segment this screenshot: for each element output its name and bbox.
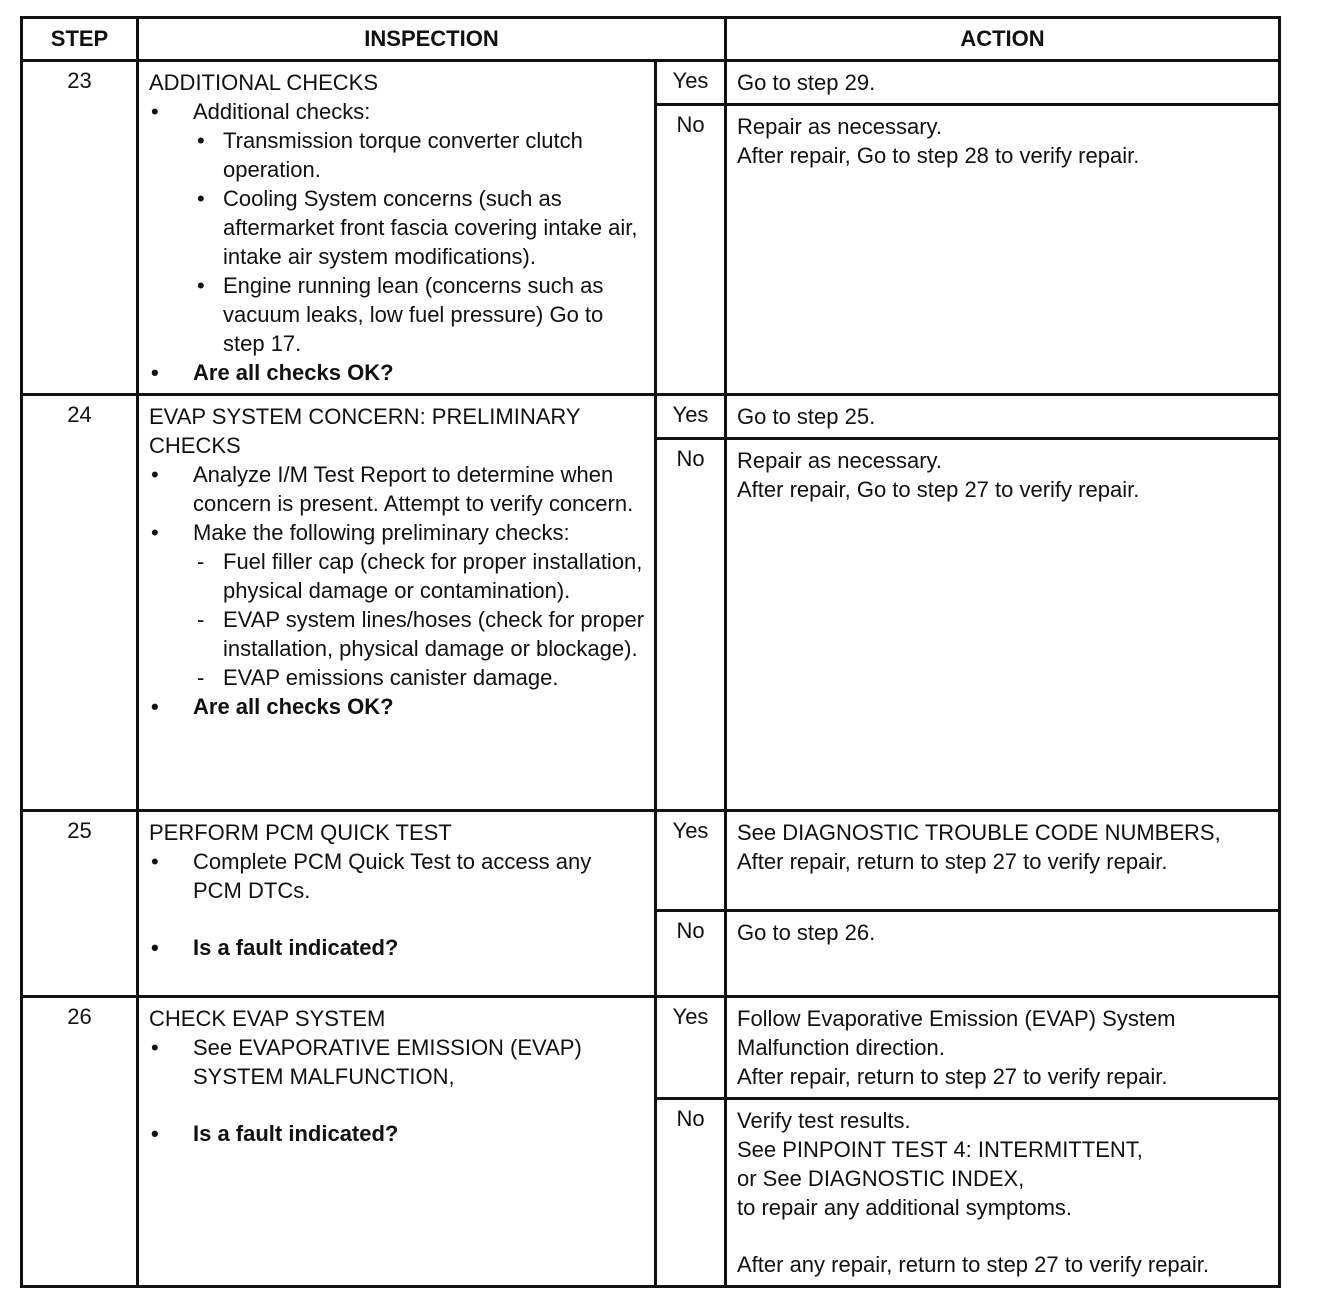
yes-action: Go to step 29. — [726, 61, 1280, 105]
inspection-cell — [138, 997, 656, 1287]
bullet-item: • Make the following preliminary checks: — [149, 518, 646, 547]
diagnostic-table — [20, 16, 1281, 1288]
action-line: Repair as necessary. — [737, 448, 943, 473]
inspection-title: ADDITIONAL CHECKS — [149, 70, 379, 95]
action-line: See PINPOINT TEST 4: INTERMITTENT, — [737, 1137, 1143, 1162]
inspection-title: PERFORM PCM QUICK TEST — [149, 820, 452, 845]
action-line: Go to step 26. — [737, 920, 876, 945]
table-row — [22, 811, 1280, 911]
header-row — [22, 18, 1280, 61]
no-label: No — [656, 439, 726, 811]
sub-bullet-item: • Transmission torque converter clutch operation. — [149, 126, 646, 184]
header-inspection: INSPECTION — [138, 18, 726, 61]
diagnostic-table-page — [20, 16, 1278, 1288]
spacer — [149, 905, 646, 933]
no-action — [726, 1099, 1280, 1287]
no-label: No — [656, 1099, 726, 1287]
step-number: 25 — [22, 811, 138, 997]
step-number: 24 — [22, 395, 138, 811]
action-line: After repair, return to step 27 to verify repair. — [737, 1064, 1168, 1089]
bullet-item: • Analyze I/M Test Report to determine when concern is present. Attempt to verify concern. — [149, 460, 646, 518]
yes-action: Go to step 25. — [726, 395, 1280, 439]
inspection-question: • Are all checks OK? — [149, 358, 646, 387]
sub-bullet-item: • Engine running lean (concerns such as vacuum leaks, low fuel pressure) Go to step 17. — [149, 271, 646, 358]
inspection-question: • Is a fault indicated? — [149, 933, 646, 962]
table-row — [22, 997, 1280, 1099]
inspection-question: • Is a fault indicated? — [149, 1119, 646, 1148]
header-action: ACTION — [726, 18, 1280, 61]
action-line: After repair, Go to step 28 to verify repair. — [737, 143, 1140, 168]
no-action — [726, 911, 1280, 997]
dash-item: - Fuel filler cap (check for proper installation, physical damage or contamination). — [149, 547, 646, 605]
spacer — [149, 1091, 646, 1119]
action-line: After repair, return to step 27 to verify repair. — [737, 849, 1168, 874]
no-label: No — [656, 105, 726, 395]
dash-item: - EVAP system lines/hoses (check for proper installation, physical damage or blockage). — [149, 605, 646, 663]
inspection-title: CHECK EVAP SYSTEM — [149, 1006, 386, 1031]
yes-label: Yes — [656, 811, 726, 911]
no-action — [726, 439, 1280, 811]
inspection-cell — [138, 395, 656, 811]
dash-item: - EVAP emissions canister damage. — [149, 663, 646, 692]
sub-bullet-item: • Cooling System concerns (such as aftermarket front fascia covering intake air, intake air system modifications). — [149, 184, 646, 271]
no-label: No — [656, 911, 726, 997]
table-row — [22, 395, 1280, 439]
yes-action — [726, 997, 1280, 1099]
action-line: Verify test results. — [737, 1108, 911, 1133]
bullet-item: • Complete PCM Quick Test to access any PCM DTCs. — [149, 847, 646, 905]
inspection-cell — [138, 811, 656, 997]
no-action — [726, 105, 1280, 395]
yes-label: Yes — [656, 395, 726, 439]
yes-label: Yes — [656, 997, 726, 1099]
bullet-item: • Additional checks: — [149, 97, 646, 126]
action-line: Follow Evaporative Emission (EVAP) System Malfunction direction. — [737, 1006, 1176, 1060]
action-line: After any repair, return to step 27 to verify repair. — [737, 1252, 1210, 1277]
inspection-question: • Are all checks OK? — [149, 692, 646, 721]
spacer — [737, 1222, 1270, 1250]
inspection-title: EVAP SYSTEM CONCERN: PRELIMINARY CHECKS — [149, 404, 581, 458]
step-number: 23 — [22, 61, 138, 395]
inspection-cell — [138, 61, 656, 395]
action-line: After repair, Go to step 27 to verify repair. — [737, 477, 1140, 502]
action-line: See DIAGNOSTIC TROUBLE CODE NUMBERS, — [737, 820, 1221, 845]
yes-action — [726, 811, 1280, 911]
bullet-item: • See EVAPORATIVE EMISSION (EVAP) SYSTEM MALFUNCTION, — [149, 1033, 646, 1091]
action-line: or See DIAGNOSTIC INDEX, — [737, 1166, 1025, 1191]
action-line: to repair any additional symptoms. — [737, 1195, 1073, 1220]
table-row — [22, 61, 1280, 105]
action-line: Repair as necessary. — [737, 114, 943, 139]
header-step: STEP — [22, 18, 138, 61]
step-number: 26 — [22, 997, 138, 1287]
yes-label: Yes — [656, 61, 726, 105]
